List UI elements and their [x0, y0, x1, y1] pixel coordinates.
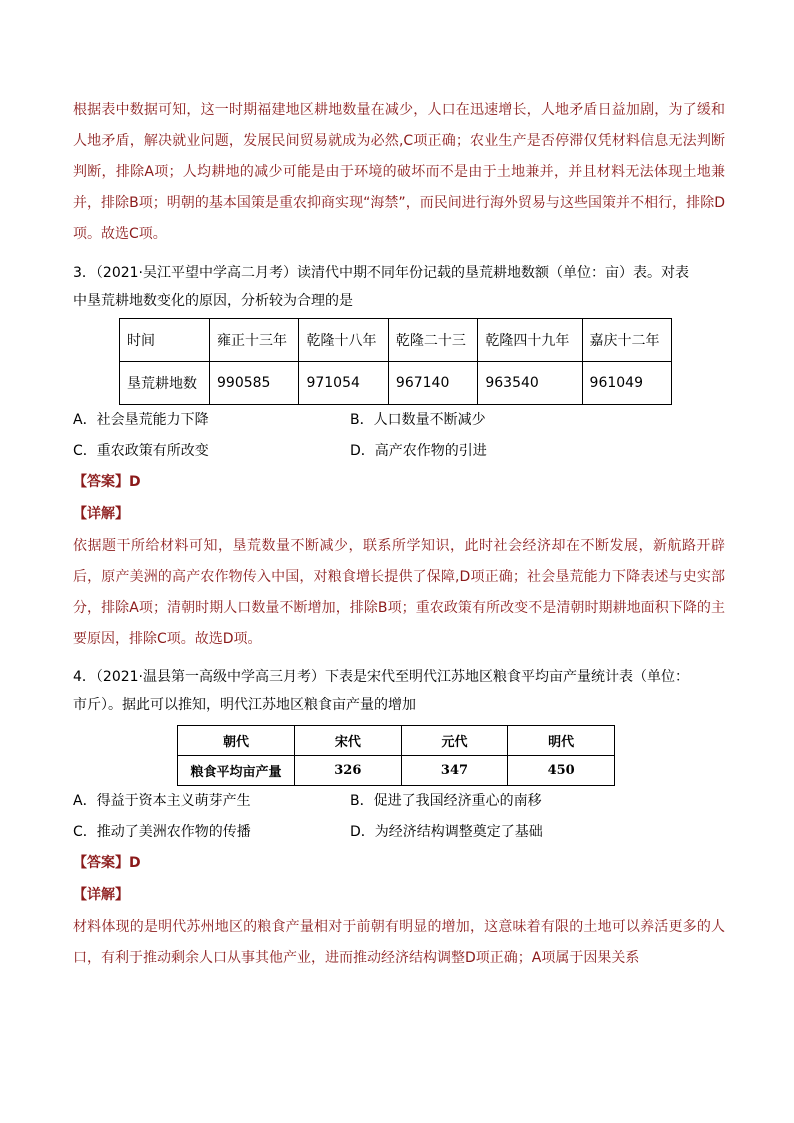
q4-table [177, 725, 615, 786]
table-cell: 961049 [582, 362, 671, 405]
table-header-cell: 雍正十三年 [210, 319, 299, 362]
q4-stem-line1: 4．（2021·温县第一高级中学高三月考）下表是宋代至明代江苏地区粮食平均亩产量统计表（单位： [73, 669, 689, 685]
table-cell: 971054 [299, 362, 388, 405]
table-cell: 990585 [210, 362, 299, 405]
table-header-cell: 乾隆十八年 [299, 319, 388, 362]
table-header-cell: 乾隆四十九年 [478, 319, 582, 362]
table-header-cell: 明代 [508, 726, 615, 756]
q4-option-c: C．推动了美洲农作物的传播 [73, 824, 251, 840]
q3-table [119, 318, 672, 405]
table-cell: 347 [401, 756, 508, 786]
table-cell: 967140 [388, 362, 477, 405]
q2-explanation: 根据表中数据可知，这一时期福建地区耕地数量在减少，人口在迅速增长，人地矛盾日益加剧，为了缓和人地矛盾，解决就业问题，发展民间贸易就成为必然,C项正确；农业生产是否停滞仅凭材料信息无法判断判断，排除A项；人均耕地的减少可能是由于环境的破坏而不是由于土地兼并，并且材料无法体现土地兼并，排除B项；明朝的基本国策是重农抑商实现“海禁”，而民间进行海外贸易与这些国策并不相行，排除D项。故选C项。 [73, 102, 725, 242]
table-header-cell: 元代 [401, 726, 508, 756]
table-header-cell: 时间 [120, 319, 210, 362]
q3-option-b: B．人口数量不断减少 [350, 412, 486, 428]
q4-option-b: B．促进了我国经济重心的南移 [350, 793, 542, 809]
table-header-cell: 宋代 [295, 726, 402, 756]
q3-option-c: C．重农政策有所改变 [73, 443, 209, 459]
q3-detail-label: 【详解】 [73, 506, 129, 522]
q3-answer-label: 【答案】D [73, 474, 141, 490]
table-row [178, 726, 615, 756]
table-row [120, 362, 672, 405]
q3-explanation: 依据题干所给材料可知，垦荒数量不断减少，联系所学知识，此时社会经济却在不断发展，新航路开辟后，原产美洲的高产农作物传入中国，对粮食增长提供了保障,D项正确；社会垦荒能力下降表述与史实部分，排除A项；清朝时期人口数量不断增加，排除B项；重农政策有所改变不是清朝时期耕地面积下降的主要原因，排除C项。故选D项。 [73, 538, 725, 647]
table-row-label: 垦荒耕地数 [120, 362, 210, 405]
q4-option-d: D．为经济结构调整奠定了基础 [350, 824, 543, 840]
table-cell: 326 [295, 756, 402, 786]
table-cell: 450 [508, 756, 615, 786]
q4-answer-label: 【答案】D [73, 855, 141, 871]
q4-option-a: A．得益于资本主义萌芽产生 [73, 793, 251, 809]
table-row [178, 756, 615, 786]
q4-detail-label: 【详解】 [73, 887, 129, 903]
table-header-cell: 朝代 [178, 726, 295, 756]
q3-stem-line2: 中垦荒耕地数变化的原因，分析较为合理的是 [73, 293, 353, 309]
q3-option-a: A．社会垦荒能力下降 [73, 412, 209, 428]
q4-stem-line2: 市斤）。据此可以推知，明代江苏地区粮食亩产量的增加 [73, 697, 416, 713]
table-header-cell: 乾隆二十三 [388, 319, 477, 362]
table-header-cell: 嘉庆十二年 [582, 319, 671, 362]
q4-explanation: 材料体现的是明代苏州地区的粮食产量相对于前朝有明显的增加，这意味着有限的土地可以养活更多的人口，有利于推动剩余人口从事其他产业，进而推动经济结构调整D项正确；A项属于因果关系 [73, 919, 725, 966]
table-row-label: 粮食平均亩产量 [178, 756, 295, 786]
q3-option-d: D．高产农作物的引进 [350, 443, 487, 459]
table-cell: 963540 [478, 362, 582, 405]
q3-stem-line1: 3．（2021·吴江平望中学高二月考）读清代中期不同年份记载的垦荒耕地数额（单位：亩）表。对表 [73, 265, 689, 281]
table-row [120, 319, 672, 362]
